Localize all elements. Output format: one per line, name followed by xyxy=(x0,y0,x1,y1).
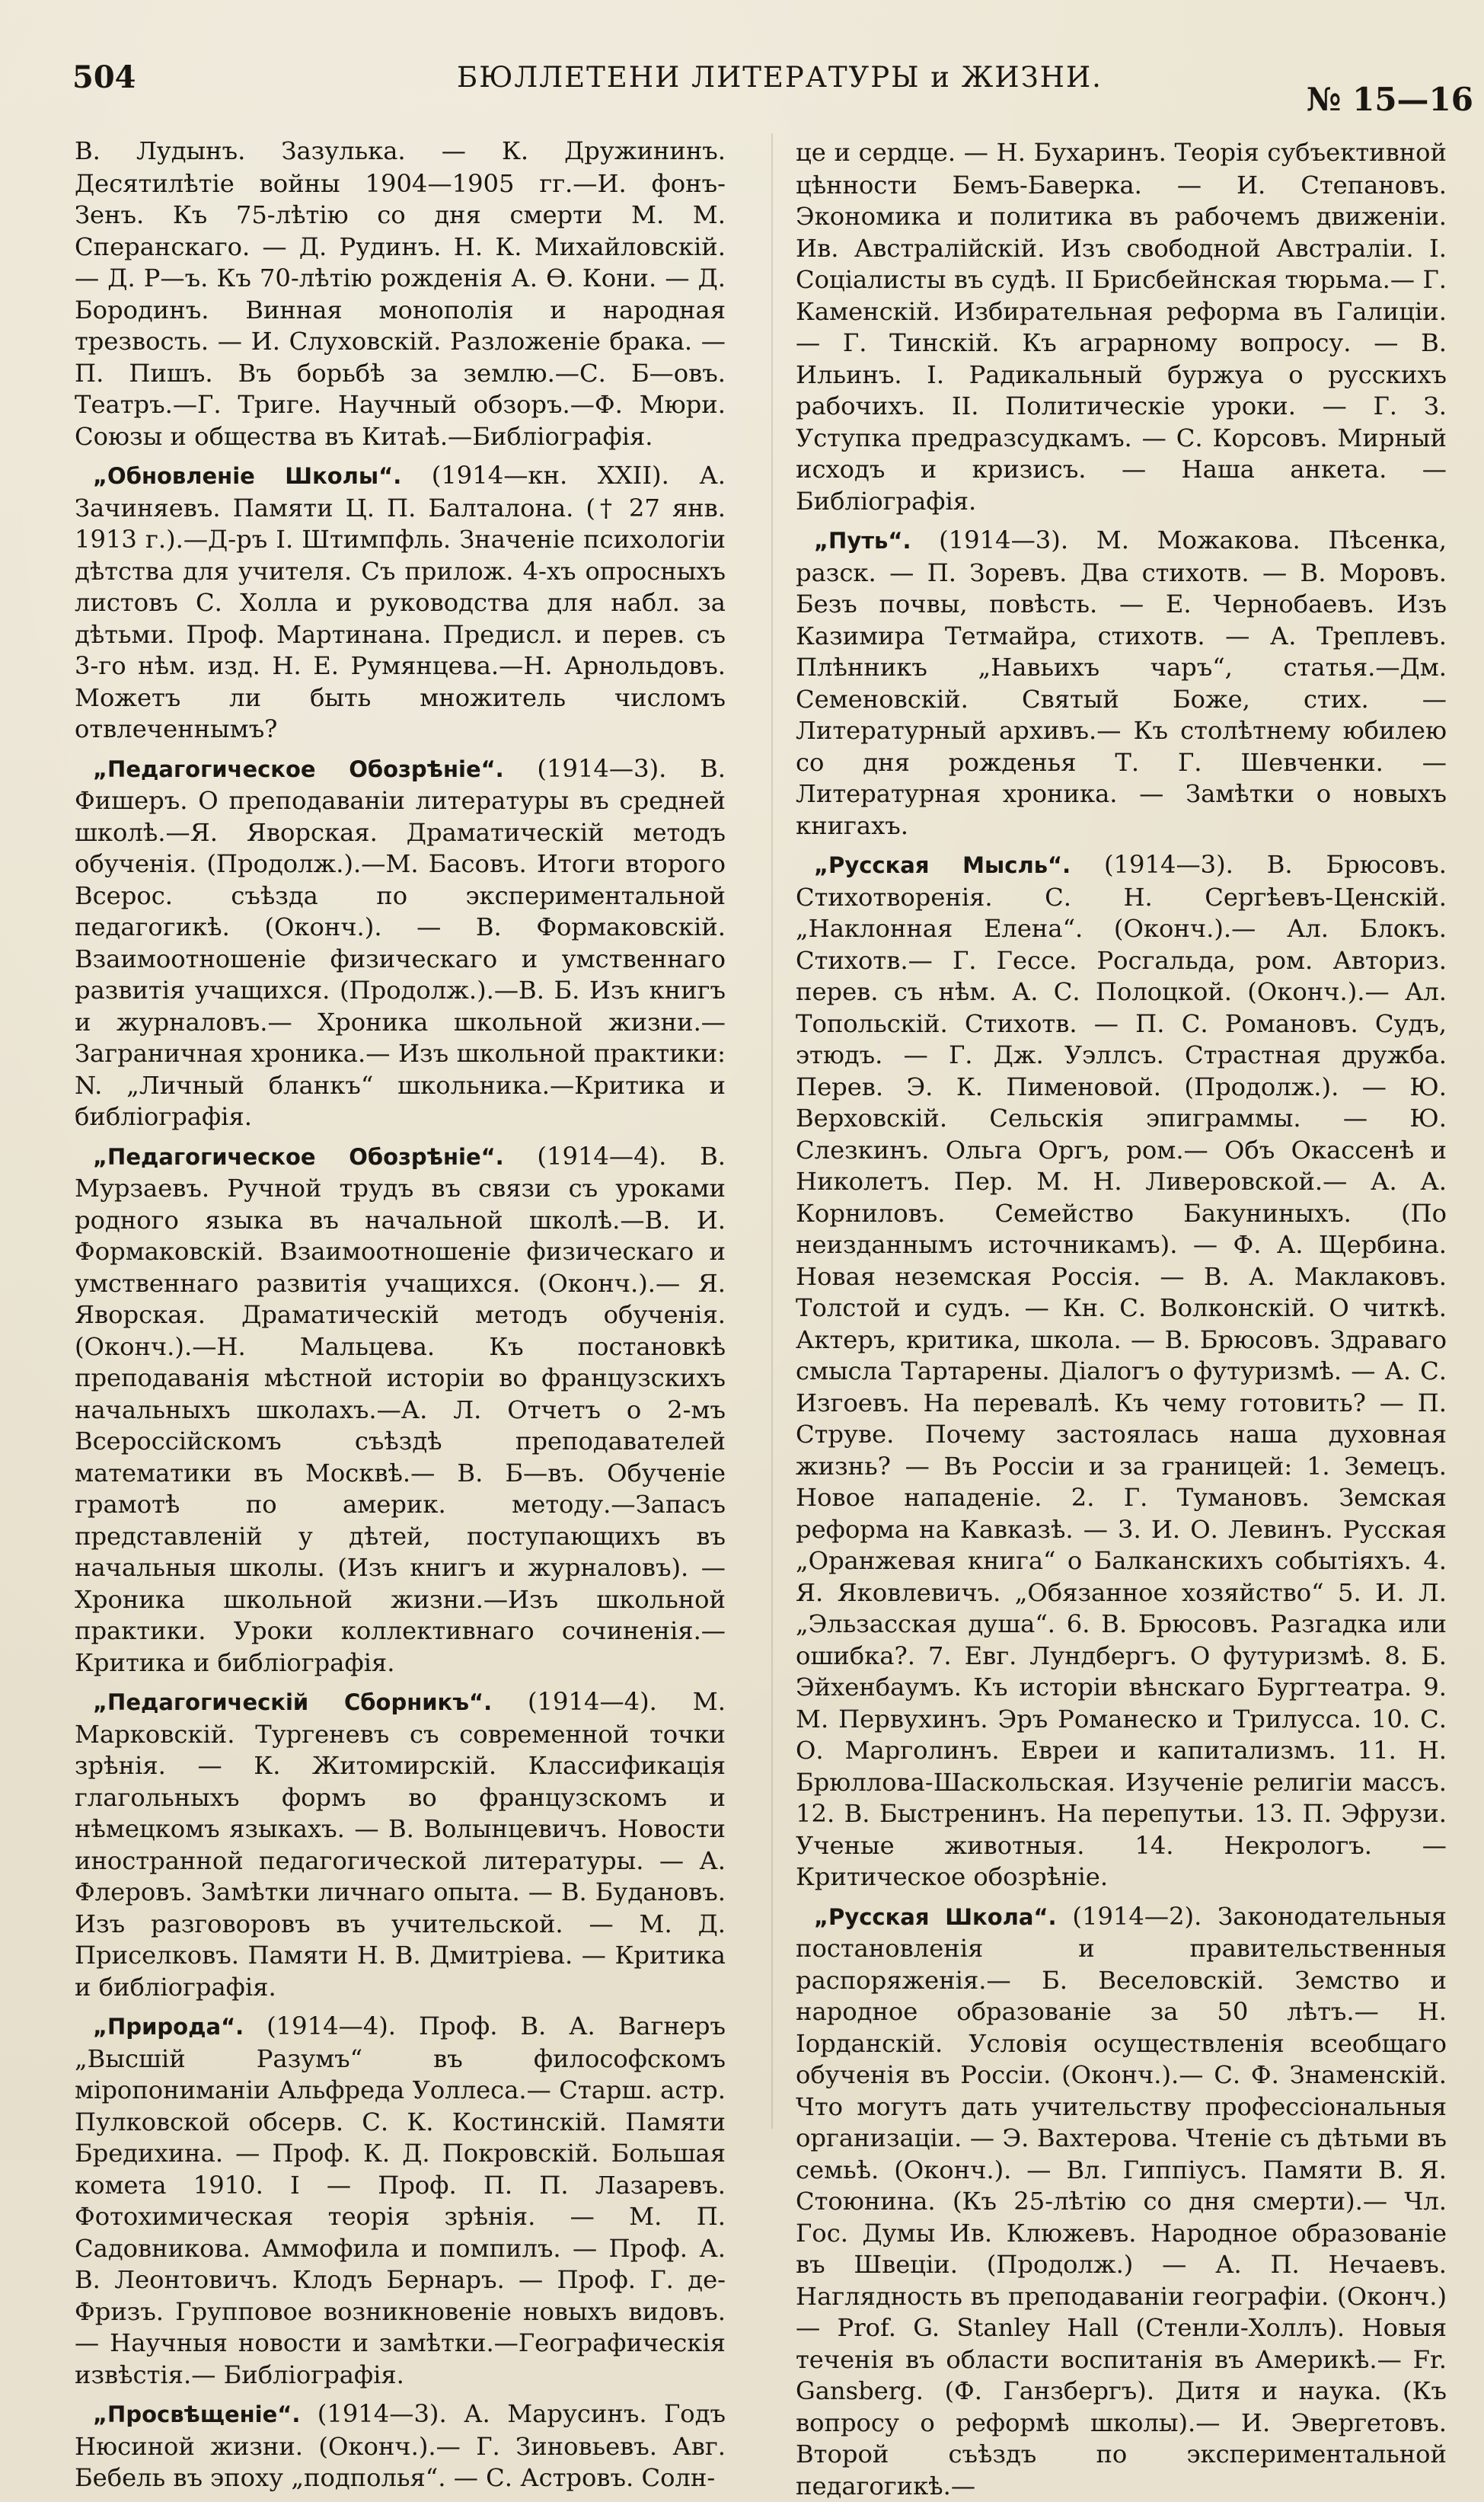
entry-contents: (1914—3). М. Можакова. Пѣсенка, разск. — П. Зоревъ. Два стихотв. — В. Моровъ. Безъ почвы, повѣсть. — Е. Чернобаевъ. Изъ Казимира Тетмайра, стихотв. — А. Треплевъ. Плѣнникъ „Навьихъ чаръ“, статья.—Дм. Семеновскій. Святый Боже, стих. — Литературный архивъ.— Къ столѣтнему юбилею со дня рожденья Т. Г. Шевченки. — Литературная хроника. — Замѣтки о новыхъ книгахъ. xyxy=(796,526,1447,840)
entry-contents: (1914—кн. XXII). А. Зачиняевъ. Памяти Ц. П. Балталона. († 27 янв. 1913 г.).—Д-ръ І. Штимпфль. Значеніе психологіи дѣтства для учителя. Съ прилож. 4-хъ опросныхъ листовъ С. Холла и руководства для набл. за дѣтьми. Проф. Мартинана. Предисл. и перев. съ 3-го нѣм. изд. Н. Е. Румянцева.—Н. Арнольдовъ. Можетъ ли быть множитель числомъ отвлеченнымъ? xyxy=(75,461,726,743)
left-column xyxy=(75,136,726,2131)
journal-entry xyxy=(75,1141,726,1679)
entry-contents: (1914—4). В. Мурзаевъ. Ручной трудъ въ связи съ уроками родного языка въ начальной школѣ.—В. И. Формаковскій. Взаимоотношеніе физическаго и умственнаго развитія учащихся. (Оконч.).— Я. Яворская. Драматическій методъ обученія. (Оконч.).—Н. Мальцева. Къ постановкѣ преподаванія мѣстной исторіи во французскихъ начальныхъ школахъ.—А. Л. Отчетъ о 2-мъ Всероссійскомъ съѣздѣ преподавателей математики въ Москвѣ.— В. Б—въ. Обученіе грамотѣ по америк. методу.—Запасъ представленій у дѣтей, поступающихъ въ начальныя школы. (Изъ книгъ и журналовъ). — Хроника школьной жизни.—Изъ школьной практики. Уроки коллективнаго сочиненія.—Критика и библіографія. xyxy=(75,1142,726,1677)
journal-entry xyxy=(796,1901,1447,2502)
journal-entry xyxy=(75,753,726,1133)
journal-entry xyxy=(75,1686,726,2003)
journal-entry xyxy=(796,137,1447,517)
journal-entry xyxy=(75,2011,726,2391)
journal-name: „Просвѣщеніе“. xyxy=(93,2401,300,2427)
journal-entry xyxy=(75,2398,726,2494)
journal-name: „Русская Мысль“. xyxy=(814,852,1071,878)
entry-contents: (1914—3). В. Брюсовъ. Стихотворенія. С. Н. Сергѣевъ-Ценскій. „Наклонная Елена“. (Оконч.).— Ал. Блокъ. Стихотв.— Г. Гессе. Росгальда, ром. Авториз. перев. съ нѣм. А. С. Полоцкой. (Оконч.).— Ал. Топольскій. Стихотв. — П. С. Романовъ. Судъ, этюдъ. — Г. Дж. Уэллсъ. Страстная дружба. Перев. Э. К. Пименовой. (Продолж.). — Ю. Верховскій. Сельскія эпиграммы. — Ю. Слезкинъ. Ольга Оргъ, ром.— Объ Окассенѣ и Николетъ. Пер. М. Н. Ливеровской.— А. А. Корниловъ. Семейство Бакуниныхъ. (По неизданнымъ источникамъ). — Ф. А. Щербина. Новая неземская Россія. — В. А. Маклаковъ. Толстой и судъ. — Кн. С. Волконскій. О читкѣ. Актеръ, критика, школа. — В. Брюсовъ. Здраваго смысла Тартарены. Діалогъ о футуризмѣ. — А. С. Изгоевъ. На перевалѣ. Къ чему готовить? — П. Струве. Почему застоялась наша духовная жизнь? — Въ Россіи и за границей: 1. Земецъ. Новое нападеніе. 2. Г. Тумановъ. Земская реформа на Кавказѣ. — 3. И. О. Левинъ. Русская „Оранжевая книга“ о Балканскихъ событіяхъ. 4. Я. Яковлевичъ. „Обязанное хозяйство“ 5. И. Л. „Эльзасская душа“. 6. В. Брюсовъ. Разгадка или ошибка?. 7. Евг. Лундбергъ. О футуризмѣ. 8. Б. Эйхенбаумъ. Къ исторіи вѣнскаго Бургтеатра. 9. М. Первухинъ. Эръ Романеско и Трилусса. 10. С. О. Марголинъ. Евреи и капитализмъ. 11. Н. Брюллова-Шаскольская. Изученіе религіи массъ. 12. В. Быстренинъ. На перепутьи. 13. П. Эфрузи. Ученые животныя. 14. Некрологъ. — Критическое обозрѣніе. xyxy=(796,850,1447,1891)
journal-name: „Русская Школа“. xyxy=(814,1904,1057,1930)
entry-contents: (1914—3). А. Марусинъ. Годъ Нюсиной жизни. (Оконч.).— Г. Зиновьевъ. Авг. Бебель въ эпоху „подполья“. — С. Астровъ. Солн- xyxy=(75,2399,726,2492)
entry-contents: (1914—2). Законодательныя постановленія и правительственныя распоряженія.— Б. Веселовскій. Земство и народное образованіе за 50 лѣтъ.— Н. Іорданскій. Условія осуществленія всеобщаго обученія въ Россіи. (Оконч.).— С. Ф. Знаменскій. Что могутъ дать учительству профессіональныя организаціи. — Э. Вахтерова. Чтеніе съ дѣтьми въ семьѣ. (Оконч.). — Вл. Гиппіусъ. Памяти В. Я. Стоюнина. (Къ 25-лѣтію со дня смерти).— Чл. Гос. Думы Ив. Клюжевъ. Народное образованіе въ Швеціи. (Продолж.) — А. П. Нечаевъ. Наглядность въ преподаваніи географіи. (Оконч.) — Prof. G. Stanley Hall (Стенли-Холлъ). Новыя теченія въ области воспитанія въ Америкѣ.— Fr. Gansberg. (Ф. Ганзбергъ). Дитя и наука. (Къ вопросу о реформѣ школы).— И. Эвергетовъ. Второй съѣздъ по экспериментальной педагогикѣ.— xyxy=(796,1902,1447,2500)
entry-contents: (1914—3). В. Фишеръ. О преподаваніи литературы въ средней школѣ.—Я. Яворская. Драматическій методъ обученія. (Продолж.).—М. Басовъ. Итоги второго Всерос. съѣзда по экспериментальной педагогикѣ. (Оконч.). — В. Формаковскій. Взаимоотношеніе физическаго и умственнаго развитія учащихся. (Продолж.).—В. Б. Изъ книгъ и журналовъ.— Хроника школьной жизни.— Заграничная хроника.— Изъ школьной практики: N. „Личный бланкъ“ школьника.—Критика и библіографія. xyxy=(75,754,726,1132)
journal-name: „Педагогическое Обозрѣніе“. xyxy=(93,756,504,782)
journal-name: „Педагогическое Обозрѣніе“. xyxy=(93,1144,504,1170)
journal-name: „Обновленіе Школы“. xyxy=(93,463,401,489)
entry-contents: (1914—4). Проф. В. А. Вагнеръ „Высшій Разумъ“ въ философскомъ міропониманіи Альфреда Уоллеса.— Старш. астр. Пулковской обсерв. С. К. Костинскій. Памяти Бредихина. — Проф. К. Д. Покровскій. Большая комета 1910. І — Проф. П. П. Лазаревъ. Фотохимическая теорія зрѣнія. — М. П. Садовникова. Аммофила и помпилъ. — Проф. А. В. Леонтовичъ. Клодъ Бернаръ. — Проф. Г. де-Фризъ. Групповое возникновеніе новыхъ видовъ. — Научныя новости и замѣтки.—Географическія извѣстія.— Библіографія. xyxy=(75,2012,726,2389)
right-column xyxy=(796,137,1447,2133)
journal-entry xyxy=(75,136,726,452)
journal-entry xyxy=(796,525,1447,842)
column-divider xyxy=(771,133,773,2129)
journal-name: „Педагогическій Сборникъ“. xyxy=(93,1689,492,1715)
entry-contents: В. Лудынъ. Зазулька. — К. Дружининъ. Десятилѣтіе войны 1904—1905 гг.—И. фонъ-Зенъ. Къ 75-лѣтію со дня смерти М. М. Сперанскаго. — Д. Рудинъ. Н. К. Михайловскій. — Д. Р—ъ. Къ 70-лѣтію рожденія А. Ѳ. Кони. — Д. Бородинъ. Винная монополія и народная трезвость. — И. Слуховскій. Разложеніе брака. — П. Пишъ. Въ борьбѣ за землю.—С. Б—овъ. Театръ.—Г. Триге. Научный обзоръ.—Ф. Мюри. Союзы и общества въ Китаѣ.—Библіографія. xyxy=(75,136,726,451)
page-number: 504 xyxy=(72,59,136,95)
entry-contents: (1914—4). М. Марковскій. Тургеневъ съ современной точки зрѣнія. — К. Житомирскій. Классификація глагольныхъ формъ во французскомъ и нѣмецкомъ языкахъ. — В. Волынцевичъ. Новости иностранной педагогической литературы. — А. Флеровъ. Замѣтки личнаго опыта. — В. Будановъ. Изъ разговоровъ въ учительской. — М. Д. Приселковъ. Памяти Н. В. Дмитріева. — Критика и библіографія. xyxy=(75,1687,726,2002)
journal-entry xyxy=(75,460,726,746)
journal-title: БЮЛЛЕТЕНИ ЛИТЕРАТУРЫ и ЖИЗНИ. xyxy=(457,61,1103,94)
entry-contents: це и сердце. — Н. Бухаринъ. Теорія субъективной цѣнности Бемъ-Баверка. — И. Степановъ. Экономика и политика въ рабочемъ движеніи. Ив. Австралійскій. Изъ свободной Австраліи. І. Соціалисты въ судѣ. II Брисбейнская тюрьма.— Г. Каменскій. Избирательная реформа въ Галиціи. — Г. Тинскій. Къ аграрному вопросу. — В. Ильинъ. І. Радикальный буржуа о русскихъ рабочихъ. II. Политическіе уроки. — Г. З. Уступка предразсудкамъ. — С. Корсовъ. Мирный исходъ и кризисъ. — Наша анкета. — Библіографія. xyxy=(796,138,1447,516)
journal-name: „Путь“. xyxy=(814,528,911,554)
running-head xyxy=(72,59,1473,105)
journal-entry xyxy=(796,849,1447,1893)
issue-number: № 15—16 xyxy=(1307,81,1473,118)
journal-name: „Природа“. xyxy=(93,2014,244,2040)
